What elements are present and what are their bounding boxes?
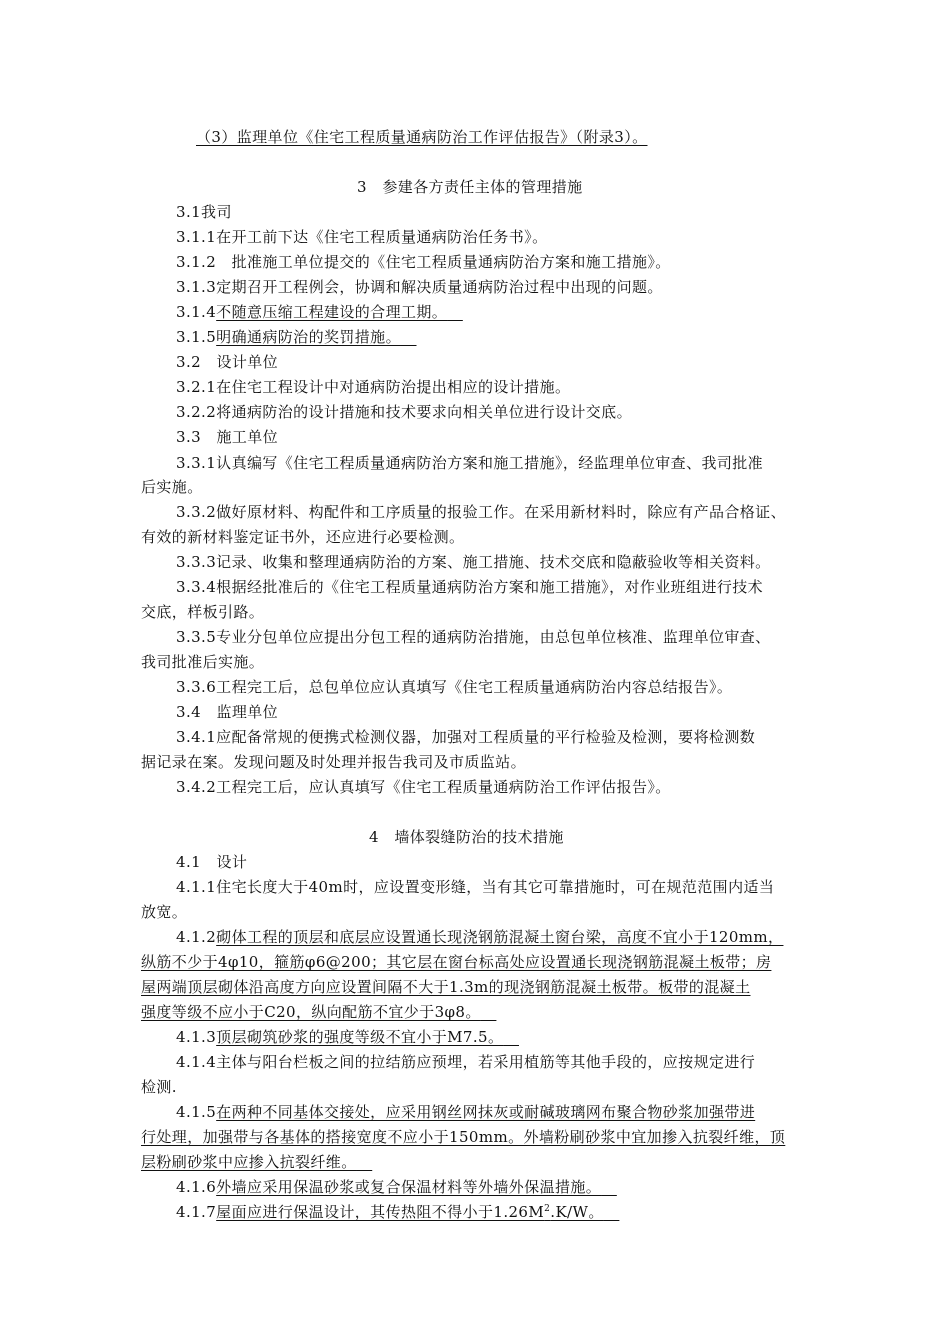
- paragraph-4-1-2-line-4: 强度等级不应小于C20，纵向配筋不宜少于3φ8。: [141, 1003, 481, 1021]
- paragraph-3-3-2-line-2: 有效的新材料鉴定证书外，还应进行必要检测。: [141, 528, 465, 546]
- paragraph-4-1-3: [176, 1028, 519, 1046]
- paragraph-4-1-5-line-1: [176, 1103, 755, 1121]
- paragraph-3-1-3: 3.1.3定期召开工程例会，协调和解决质量通病防治过程中出现的问题。: [176, 278, 663, 296]
- clause-number: 3.1.4: [176, 303, 217, 321]
- paragraph-4-1-4-line-2: 检测.: [141, 1078, 177, 1096]
- subsection-3-2-heading: 3.2 设计单位: [176, 353, 279, 371]
- paragraph-3-1-1: 3.1.1在开工前下达《住宅工程质量通病防治任务书》。: [176, 228, 548, 246]
- underlined-clause-text: 顶层砌筑砂浆的强度等级不宜小于M7.5。: [216, 1028, 504, 1046]
- underlined-clause-text: 明确通病防治的奖罚措施。: [216, 328, 401, 346]
- underlined-clause-text: 砌体工程的顶层和底层应设置通长现浇钢筋混凝土窗台梁，高度不宜小于120mm，: [216, 928, 784, 946]
- paragraph-3-4-2: 3.4.2工程完工后，应认真填写《住宅工程质量通病防治工作评估报告》。: [176, 778, 671, 796]
- subsection-3-3-heading: 3.3 施工单位: [176, 428, 279, 446]
- paragraph-3-4-1-line-2: 据记录在案。发现问题及时处理并报告我司及市质监站。: [141, 753, 527, 771]
- underlined-clause-text: 不随意压缩工程建设的合理工期。: [216, 303, 448, 321]
- clause-number: 4.1.5: [176, 1103, 217, 1121]
- paragraph-4-1-1-line-2: 放宽。: [141, 903, 188, 921]
- paragraph-4-1-1-line-1: 4.1.1住宅长度大于40m时，应设置变形缝，当有其它可靠措施时，可在规范范围内适当: [176, 878, 775, 896]
- paragraph-4-1-2-line-3: 屋两端顶层砌体沿高度方向应设置间隔不大于1.3m的现浇钢筋混凝土板带。板带的混凝土: [141, 978, 751, 996]
- paragraph-4-1-2-line-1: [176, 928, 783, 946]
- underlined-clause-text: 外墙应采用保温砂浆或复合保温材料等外墙外保温措施。: [216, 1178, 602, 1196]
- thermal-resistance-unit: .K/W。: [550, 1203, 604, 1221]
- paragraph-3-1-2: 3.1.2 批准施工单位提交的《住宅工程质量通病防治方案和施工措施》。: [176, 253, 671, 271]
- paragraph-3-3-1-line-1: 3.3.1认真编写《住宅工程质量通病防治方案和施工措施》，经监理单位审查、我司批准: [176, 454, 764, 472]
- paragraph-3-3-6: 3.3.6工程完工后，总包单位应认真填写《住宅工程质量通病防治内容总结报告》。: [176, 678, 733, 696]
- paragraph-3-2-2: 3.2.2将通病防治的设计措施和技术要求向相关单位进行设计交底。: [176, 403, 632, 421]
- subsection-3-1-heading: 3.1我司: [176, 203, 232, 221]
- paragraph-3-3-3: 3.3.3记录、收集和整理通病防治的方案、施工措施、技术交底和隐蔽验收等相关资料。: [176, 553, 771, 571]
- subsection-4-1-heading: 4.1 设计: [176, 853, 248, 871]
- paragraph-4-1-5-line-3: 层粉刷砂浆中应掺入抗裂纤维。: [141, 1153, 357, 1171]
- paragraph-4-1-2-line-2: 纵筋不少于4φ10，箍筋φ6@200；其它层在窗台标高处应设置通长现浇钢筋混凝土板带；房: [141, 953, 772, 971]
- underlined-clause-text: [216, 1203, 619, 1221]
- paragraph-4-1-6: [176, 1178, 617, 1196]
- clause-number: 4.1.7: [176, 1203, 217, 1221]
- clause-number: 4.1.3: [176, 1028, 217, 1046]
- paragraph-4-1-5-line-2: 行处理，加强带与各基体的搭接宽度不应小于150mm。外墙粉刷砂浆中宜加掺入抗裂纤维，顶: [141, 1128, 786, 1146]
- clause-number: 4.1.6: [176, 1178, 217, 1196]
- paragraph-3-3-1-line-2: 后实施。: [141, 478, 203, 496]
- paragraph-3-3-2-line-1: 3.3.2做好原材料、构配件和工序质量的报验工作。在采用新材料时，除应有产品合格证、: [176, 503, 786, 521]
- paragraph-3-3-4-line-1: 3.3.4根据经批准后的《住宅工程质量通病防治方案和施工措施》，对作业班组进行技术: [176, 578, 764, 596]
- paragraph-3-1-5: [176, 328, 417, 346]
- thermal-resistance-text: 屋面应进行保温设计，其传热阻不得小于1.26M: [216, 1203, 545, 1221]
- clause-number: 3.1.5: [176, 328, 217, 346]
- section-3-heading: 3 参建各方责任主体的管理措施: [357, 178, 583, 196]
- paragraph-3-3-5-line-2: 我司批准后实施。: [141, 653, 265, 671]
- superscript-exponent: 2: [544, 1204, 551, 1214]
- paragraph-3-3-5-line-1: 3.3.5专业分包单位应提出分包工程的通病防治措施，由总包单位核准、监理单位审查、: [176, 628, 771, 646]
- paragraph-3-4-1-line-1: 3.4.1应配备常规的便携式检测仪器，加强对工程质量的平行检验及检测，要将检测数: [176, 728, 756, 746]
- clause-number: 4.1.2: [176, 928, 217, 946]
- subsection-3-4-heading: 3.4 监理单位: [176, 703, 279, 721]
- paragraph-3-1-4: [176, 303, 463, 321]
- paragraph-3-3-4-line-2: 交底，样板引路。: [141, 603, 265, 621]
- section-4-heading: 4 墙体裂缝防治的技术措施: [369, 828, 564, 846]
- appendix-line: （3）监理单位《住宅工程质量通病防治工作评估报告》（附录3）。: [196, 128, 648, 146]
- paragraph-3-2-1: 3.2.1在住宅工程设计中对通病防治提出相应的设计措施。: [176, 378, 571, 396]
- underlined-clause-text: 在两种不同基体交接处，应采用钢丝网抹灰或耐碱玻璃网布聚合物砂浆加强带进: [216, 1103, 756, 1121]
- paragraph-4-1-4-line-1: 4.1.4主体与阳台栏板之间的拉结筋应预埋，若采用植筋等其他手段的，应按规定进行: [176, 1053, 756, 1071]
- paragraph-4-1-7: [176, 1203, 619, 1221]
